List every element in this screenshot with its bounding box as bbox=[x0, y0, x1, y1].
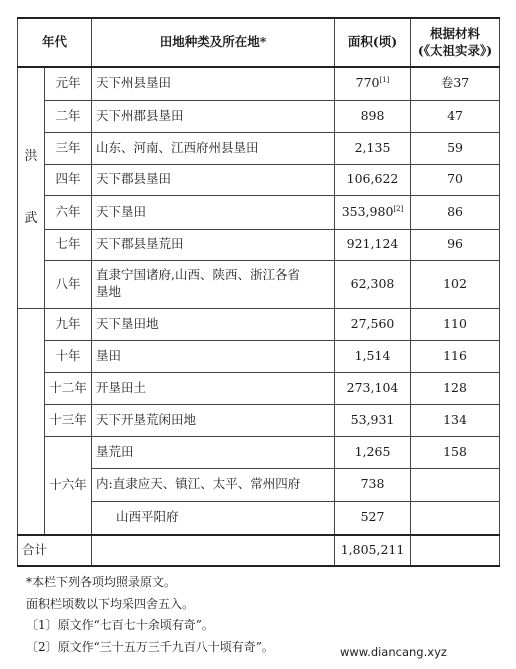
footnote-line: 〔1〕原文作“七百七十余顷有奇”。 bbox=[26, 618, 214, 632]
desc-cell: 山东、河南、江西府州县垦田 bbox=[92, 132, 335, 164]
area-cell: 2,135 bbox=[335, 132, 411, 164]
table-row bbox=[18, 340, 500, 372]
table-row bbox=[18, 436, 500, 468]
area-cell: 53,931 bbox=[335, 404, 411, 436]
year-cell: 八年 bbox=[45, 260, 92, 308]
area-cell: 273,104 bbox=[335, 372, 411, 404]
table-row bbox=[18, 404, 500, 436]
area-cell bbox=[335, 67, 411, 100]
source-cell: 59 bbox=[411, 132, 500, 164]
header-era: 年代 bbox=[18, 18, 92, 67]
desc-line: 直隶宁国诸府,山西、陕西、浙江各省 bbox=[96, 267, 300, 283]
desc-cell: 天下州郡县垦田 bbox=[92, 100, 335, 132]
table-row bbox=[18, 229, 500, 260]
source-cell: 110 bbox=[411, 308, 500, 340]
table-row bbox=[18, 100, 500, 132]
year-cell: 二年 bbox=[45, 100, 92, 132]
total-blank bbox=[92, 535, 335, 566]
desc-cell: 开垦田土 bbox=[92, 372, 335, 404]
source-cell bbox=[411, 501, 500, 535]
year-cell: 六年 bbox=[45, 195, 92, 229]
source-cell: 134 bbox=[411, 404, 500, 436]
desc-cell: 天下开垦荒闲田地 bbox=[92, 404, 335, 436]
year-cell: 四年 bbox=[45, 164, 92, 195]
desc-cell bbox=[92, 260, 335, 308]
area-cell: 738 bbox=[335, 468, 411, 501]
footnote-line: *本栏下列各项均照录原文。 bbox=[26, 575, 177, 589]
footnote-line: 〔2〕原文作“三十五万三千九百八十顷有奇”。 bbox=[26, 639, 274, 654]
era-name bbox=[18, 67, 45, 308]
source-cell: 102 bbox=[411, 260, 500, 308]
era-char: 洪 bbox=[24, 148, 38, 164]
area-cell: 62,308 bbox=[335, 260, 411, 308]
area-cell: 921,124 bbox=[335, 229, 411, 260]
header-source bbox=[411, 18, 500, 67]
area-cell: 1,265 bbox=[335, 436, 411, 468]
year-cell: 元年 bbox=[45, 67, 92, 100]
desc-cell: 天下州县垦田 bbox=[92, 67, 335, 100]
footnote-mark: [1] bbox=[379, 76, 390, 85]
desc-cell: 天下垦田 bbox=[92, 195, 335, 229]
desc-cell: 垦荒田 bbox=[92, 436, 335, 468]
table-row bbox=[18, 195, 500, 229]
year-cell: 十年 bbox=[45, 340, 92, 372]
header-source-line2: (《太祖实录》) bbox=[417, 42, 493, 58]
era-blank bbox=[18, 308, 45, 535]
total-label: 合计 bbox=[18, 535, 92, 566]
desc-cell: 天下郡县垦荒田 bbox=[92, 229, 335, 260]
table-row bbox=[18, 372, 500, 404]
year-cell: 十二年 bbox=[45, 372, 92, 404]
source-cell: 116 bbox=[411, 340, 500, 372]
desc-line: 垦地 bbox=[96, 284, 122, 299]
header-category: 田地种类及所在地* bbox=[92, 18, 335, 67]
watermark: www.diancang.xyz bbox=[340, 645, 447, 659]
era-char: 武 bbox=[24, 210, 38, 226]
source-cell: 70 bbox=[411, 164, 500, 195]
table-row bbox=[18, 308, 500, 340]
year-cell: 七年 bbox=[45, 229, 92, 260]
source-cell: 47 bbox=[411, 100, 500, 132]
source-cell: 卷37 bbox=[411, 67, 500, 100]
desc-cell: 内:直隶应天、镇江、太平、常州四府 bbox=[92, 468, 335, 501]
reclamation-table bbox=[17, 17, 500, 567]
desc-cell: 天下郡县垦田 bbox=[92, 164, 335, 195]
source-cell: 128 bbox=[411, 372, 500, 404]
area-cell: 106,622 bbox=[335, 164, 411, 195]
total-source-blank bbox=[411, 535, 500, 566]
desc-cell: 垦田 bbox=[92, 340, 335, 372]
area-value: 770 bbox=[355, 75, 380, 91]
source-cell bbox=[411, 468, 500, 501]
source-cell: 158 bbox=[411, 436, 500, 468]
year-cell: 十六年 bbox=[45, 436, 92, 535]
area-cell: 527 bbox=[335, 501, 411, 535]
table-row bbox=[18, 260, 500, 308]
desc-cell: 山西平阳府 bbox=[92, 501, 335, 535]
source-cell: 96 bbox=[411, 229, 500, 260]
source-cell: 86 bbox=[411, 195, 500, 229]
header-area: 面积(顷) bbox=[335, 18, 411, 67]
area-cell: 1,514 bbox=[335, 340, 411, 372]
footnote-line: 面积栏顷数以下均采四舍五入。 bbox=[26, 596, 195, 611]
area-cell: 27,560 bbox=[335, 308, 411, 340]
area-cell: 898 bbox=[335, 100, 411, 132]
area-value: 353,980 bbox=[341, 203, 394, 219]
year-cell: 十三年 bbox=[45, 404, 92, 436]
area-cell bbox=[335, 195, 411, 229]
year-cell: 三年 bbox=[45, 132, 92, 164]
header-source-line1: 根据材料 bbox=[430, 25, 481, 41]
desc-cell: 天下垦田地 bbox=[92, 308, 335, 340]
table-row bbox=[18, 164, 500, 195]
footnote-mark: [2] bbox=[393, 204, 404, 213]
total-area: 1,805,211 bbox=[335, 535, 411, 566]
table-row bbox=[18, 67, 500, 100]
year-cell: 九年 bbox=[45, 308, 92, 340]
table-row bbox=[18, 132, 500, 164]
header-row bbox=[18, 18, 500, 67]
total-row bbox=[18, 535, 500, 566]
